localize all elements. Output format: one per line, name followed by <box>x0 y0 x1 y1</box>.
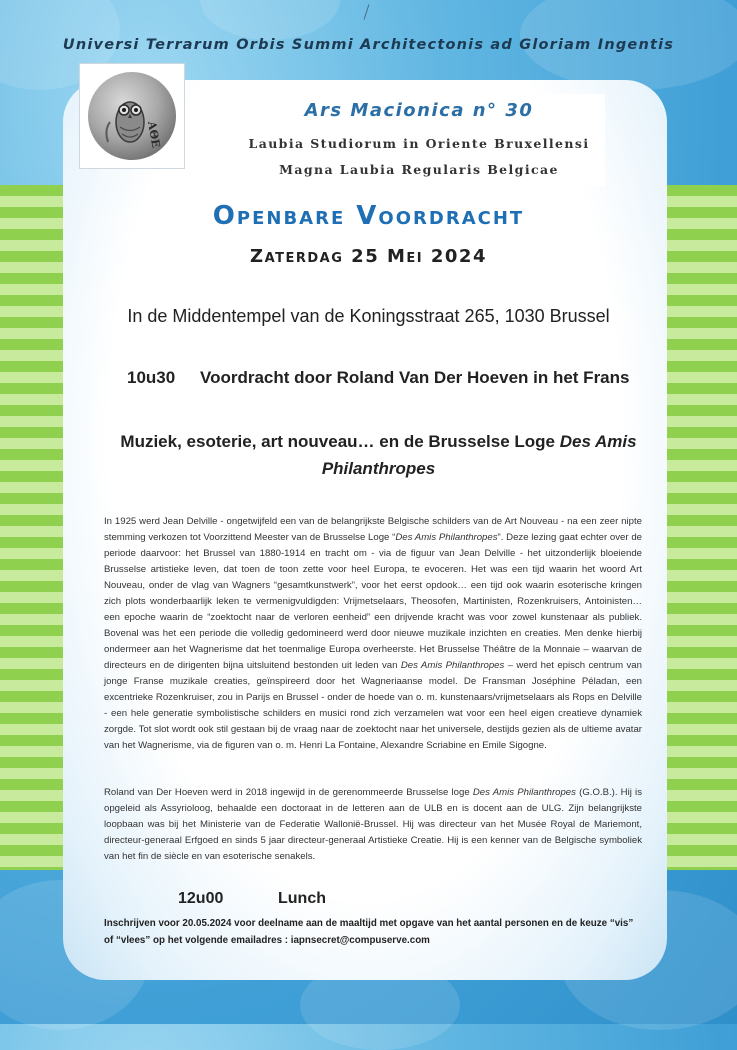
lunch-time: 12u00 <box>178 890 224 907</box>
lecture-description <box>104 514 642 754</box>
publication-title: Ars Macionica n° 30 <box>304 100 534 121</box>
coin-inscription: AΘE <box>145 120 163 149</box>
grand-lodge-name: Magna Laubia Regularis Belgicae <box>279 162 559 177</box>
p1-part-c: – werd het episch centrum van jonge Franse muzikale creaties, geïnspireerd door het Wagneriaanse model. De Fransman Joséphine Péladan, een excentrieke Rozenkruiser, zou in Parijs en Brussel - onder de hoede van o. m. kunstenaars/vrijmetselaars als Rops en Delville - een hele generatie symbolistische schilders en musici rond zich verzamelen wat voor een heel eigen creatieve dynamiek zorgde. Tot slot wordt ook stil gestaan bij de vraag naar de zoektocht naar het universele, destijds gezien als de ultieme avatar van het Wagnerisme, via de figuren van o. m. Henri La Fontaine, Alexandre Scriabine en Emile Sigogne. <box>104 660 642 751</box>
lecture-subject <box>100 428 657 482</box>
masonic-tagline: Universi Terrarum Orbis Summi Architectonis ad Gloriam Ingentis <box>62 37 675 53</box>
talk-time: 10u30 <box>127 368 176 387</box>
owl-coin-icon <box>88 72 176 160</box>
talk-label: Voordracht door Roland Van Der Hoeven in het Frans <box>200 368 630 387</box>
event-title: Openbare Voordracht <box>212 201 525 231</box>
p1-italic-2: Des Amis Philanthropes <box>400 660 505 671</box>
event-location: In de Middentempel van de Koningsstraat 265, 1030 Brussel <box>127 306 610 326</box>
lunch-label: Lunch <box>278 890 326 907</box>
registration-info: Inschrijven voor 20.05.2024 voor deelname aan de maaltijd met opgave van het aantal personen en de keuze “vis” of “vlees” op het volgende emailadres : iapnsecret@compuserve.com <box>104 918 634 946</box>
subject-italic: Des Amis Philanthropes <box>321 432 637 478</box>
p2-part-a: Roland van Der Hoeven werd in 2018 ingewijd in de gerenommeerde Brusselse loge <box>104 787 473 798</box>
p2-part-b: (G.O.B.). Hij is opgeleid als Assyrioloog, behaalde een doctoraat in de letteren aan de ULB en is docent aan de ULG. Zijn belangrijkste loopbaan was bij het Ministerie van de Federatie Wallonië-Brussel. Hij was directeur van het Musée Royal de Mariemont, directeur-generaal Erfgoed en sinds 5 jaar directeur-generaal Artistieke Creatie. Hij is een kenner van de Belgische symboliek van het fin de siècle en van esoterische senakels. <box>104 787 642 862</box>
speaker-bio <box>104 785 642 865</box>
p1-italic-1: Des Amis Philanthropes <box>395 532 498 543</box>
lodge-name: Laubia Studiorum in Oriente Bruxellensi <box>248 136 590 151</box>
event-date: Zaterdag 25 Mei 2024 <box>250 246 487 267</box>
p2-italic: Des Amis Philanthropes <box>472 787 576 798</box>
p1-part-b: ”. Deze lezing gaat echter over de periode daarvoor: het Brussel van 1880-1914 en tracht om - via de figuur van Jean Delville - het uitzonderlijk bloeiende Brusselse artistieke leven, dat toen de toon zette voor heel Europa, te evoceren. Het was een tijd waarin het woord Art Nouveau, onder de vlag van Wagners “gesamtkunstwerk”, voor het eerst opdook… een tijd ook waarin esoterische kringen zich plots wonderbaarlijk leken te vermenigvuldigden: Vrijmetselaars, Theosofen, Martinisten, Rozenkruisers, Antoinisten… een epoche waarin de “zoektocht naar de verloren eenheid” een drijvende kracht was voor zowel kunstenaar als publiek. Bovenal was het een periode die volledig gedomineerd werd door nieuwe muzikale inzichten en creaties. Men denke hierbij ondermeer aan het Wagnerisme dat het toenmalige Europa overheerste. Het Brusselse Théâtre de la Monnaie – waarvan de directeurs en de dirigenten bijna uitsluitend bestonden uit leden van <box>104 532 642 671</box>
p1-part-a: In 1925 werd Jean Delville - ongetwijfeld een van de belangrijkste Belgische schilders van de Art Nouveau - na een zeer nipte stemming verkozen tot Voorzittend Meester van de Brusselse Loge “ <box>104 516 642 543</box>
decorative-slash <box>364 4 370 20</box>
subject-main: Muziek, esoterie, art nouveau… en de Brusselse Loge <box>120 432 560 451</box>
coin-image <box>80 64 184 168</box>
